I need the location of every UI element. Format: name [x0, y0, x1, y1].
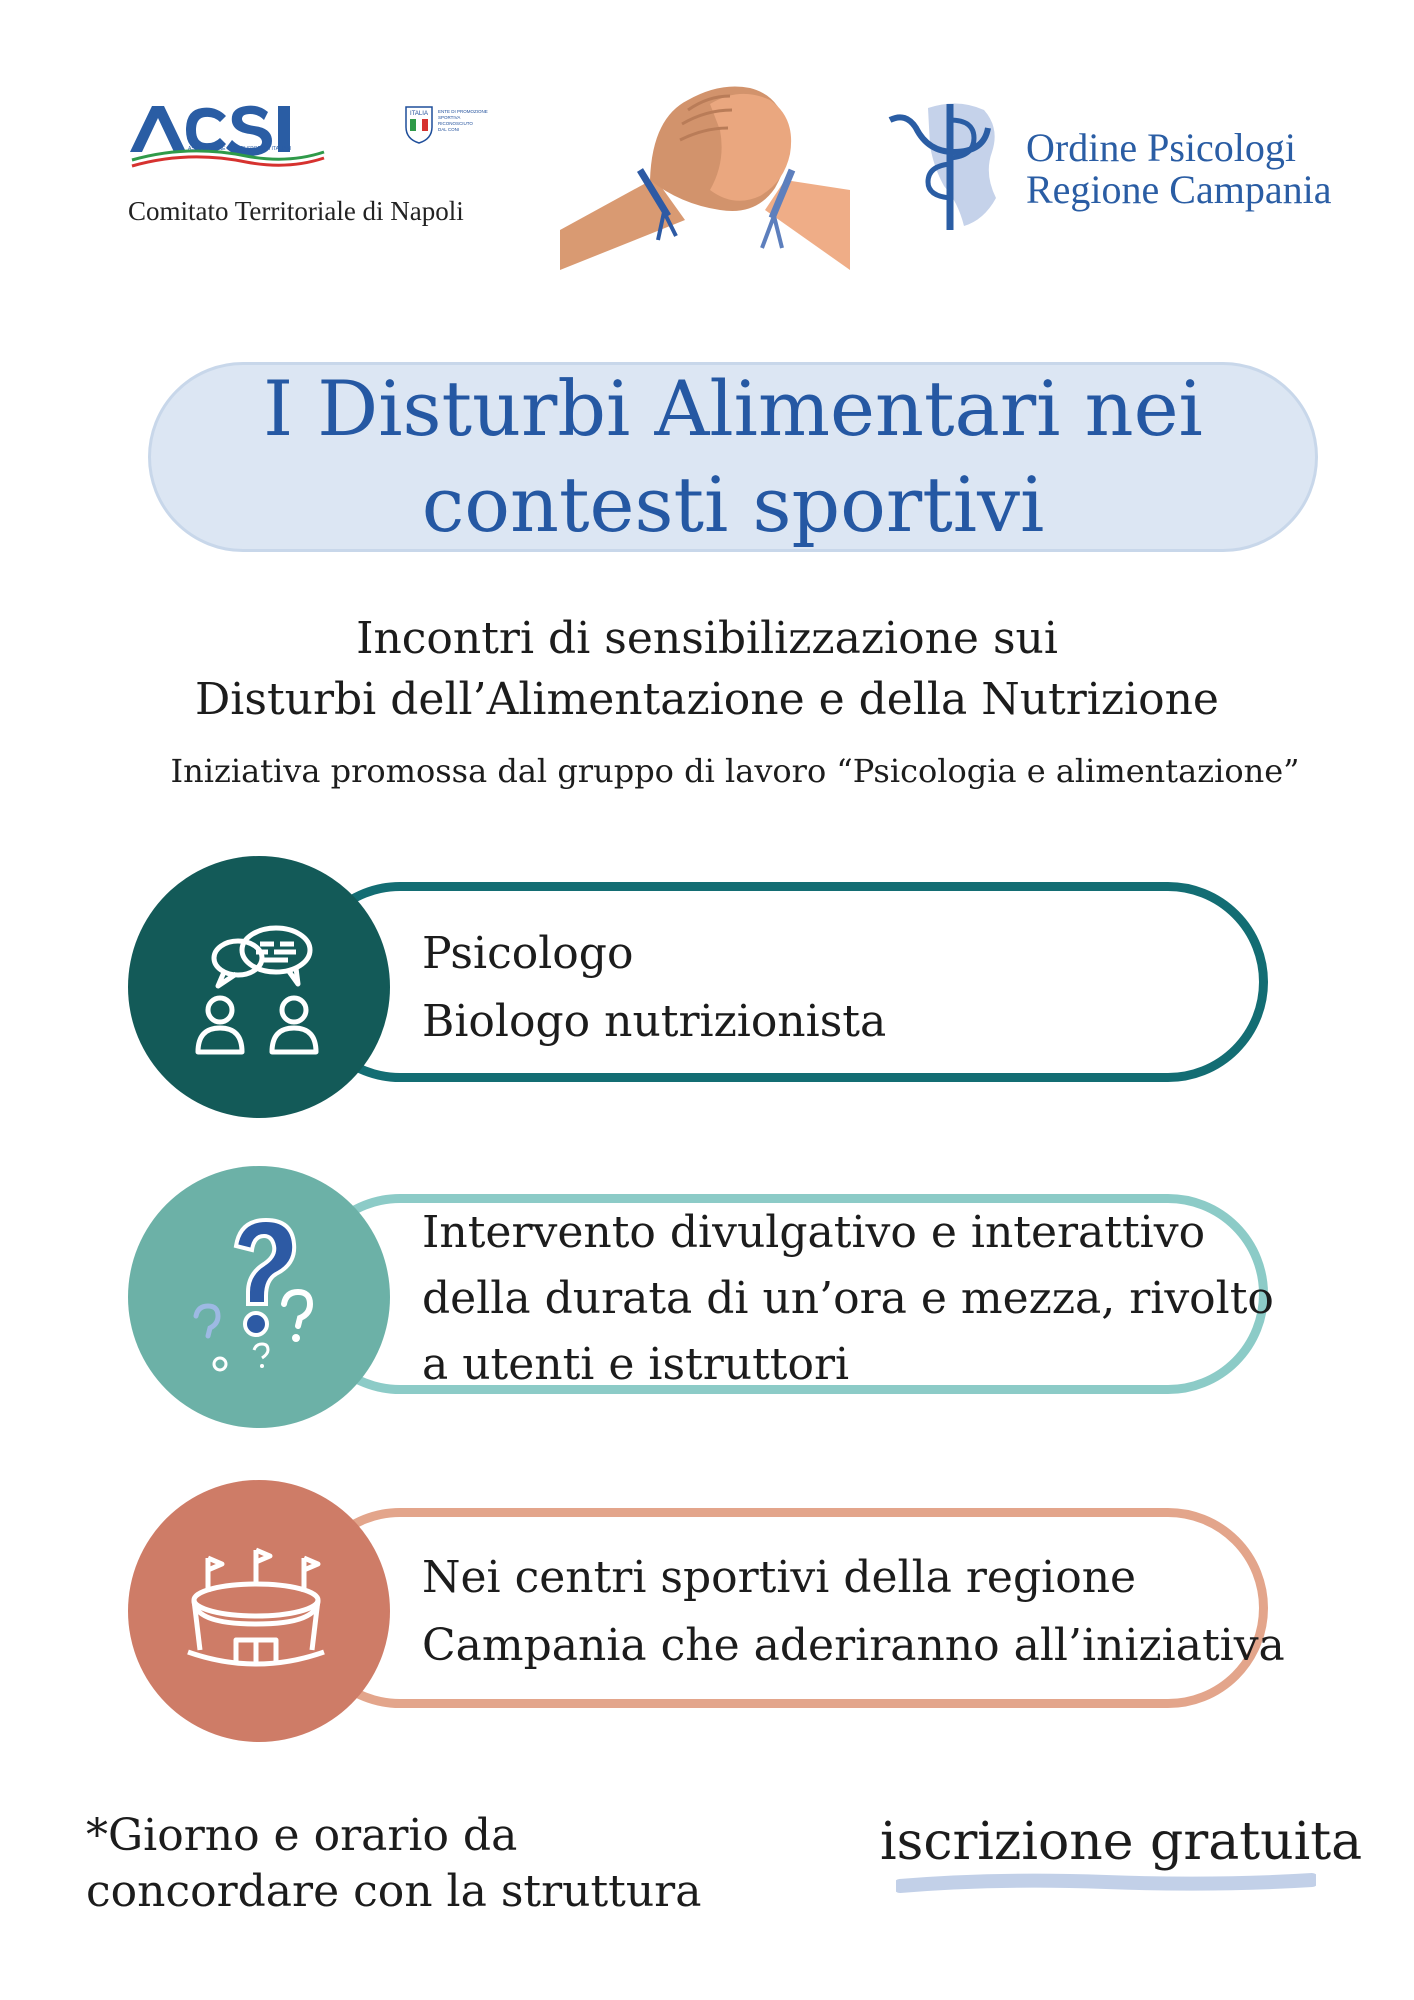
question-marks-icon — [184, 1212, 334, 1382]
row2-line3: a utenti e istruttori — [422, 1339, 850, 1390]
acsi-logo — [128, 100, 328, 170]
row2-line2: della durata di un’ora e mezza, rivolto — [422, 1273, 1274, 1324]
row3-line2: Campania che aderiranno all’iniziativa — [422, 1620, 1285, 1671]
coni-badge — [404, 105, 498, 145]
handshake-icon — [560, 70, 850, 270]
page-title — [148, 362, 1318, 552]
svg-text:DAL CONI: DAL CONI — [438, 127, 460, 132]
initiative-note: Iniziativa promossa dal gruppo di lavoro “Psicologia e alimentazione” — [170, 752, 1300, 790]
subtitle-line2: Disturbi dell’Alimentazione e della Nutrizione — [195, 674, 1219, 725]
schedule-note-line1: *Giorno e orario da — [86, 1810, 518, 1861]
info-row-experts-text — [422, 920, 886, 1056]
free-registration-label: iscrizione gratuita — [880, 1812, 1363, 1872]
acsi-logo-subtext: ASSOCIAZIONE CENTRI SPORTIVI ITALIANI — [188, 146, 292, 152]
brush-underline — [896, 1872, 1316, 1898]
svg-text:SPORTIVA: SPORTIVA — [438, 115, 461, 120]
row1-line1: Psicologo — [422, 928, 634, 979]
row3-line1: Nei centri sportivi della regione — [422, 1552, 1137, 1603]
info-row-location-badge — [128, 1480, 390, 1742]
stadium-icon — [184, 1536, 334, 1686]
schedule-note — [86, 1808, 701, 1920]
row2-line1: Intervento divulgativo e interattivo — [422, 1207, 1206, 1258]
info-row-format-badge — [128, 1166, 390, 1428]
conversation-people-icon — [184, 912, 334, 1062]
page-title-line1: I Disturbi Alimentari nei — [263, 364, 1203, 453]
ordine-psicologi-name: Ordine Psicologi — [1026, 125, 1296, 170]
svg-text:ITALIA: ITALIA — [410, 111, 428, 117]
acsi-caption: Comitato Territoriale di Napoli — [128, 196, 464, 226]
page-title-line2: contesti sportivi — [421, 460, 1045, 549]
subtitle-line1: Incontri di sensibilizzazione sui — [356, 613, 1058, 664]
info-row-experts-badge — [128, 856, 390, 1118]
svg-text:ENTE DI PROMOZIONE: ENTE DI PROMOZIONE — [438, 109, 488, 114]
schedule-note-line2: concordare con la struttura — [86, 1866, 702, 1917]
info-row-format-text — [422, 1200, 1274, 1398]
ordine-psicologi-logo — [888, 98, 1008, 236]
svg-text:RICONOSCIUTO: RICONOSCIUTO — [438, 121, 473, 126]
info-row-location-text — [422, 1544, 1285, 1680]
ordine-psicologi-region: Regione Campania — [1026, 167, 1332, 212]
row1-line2: Biologo nutrizionista — [422, 996, 887, 1047]
